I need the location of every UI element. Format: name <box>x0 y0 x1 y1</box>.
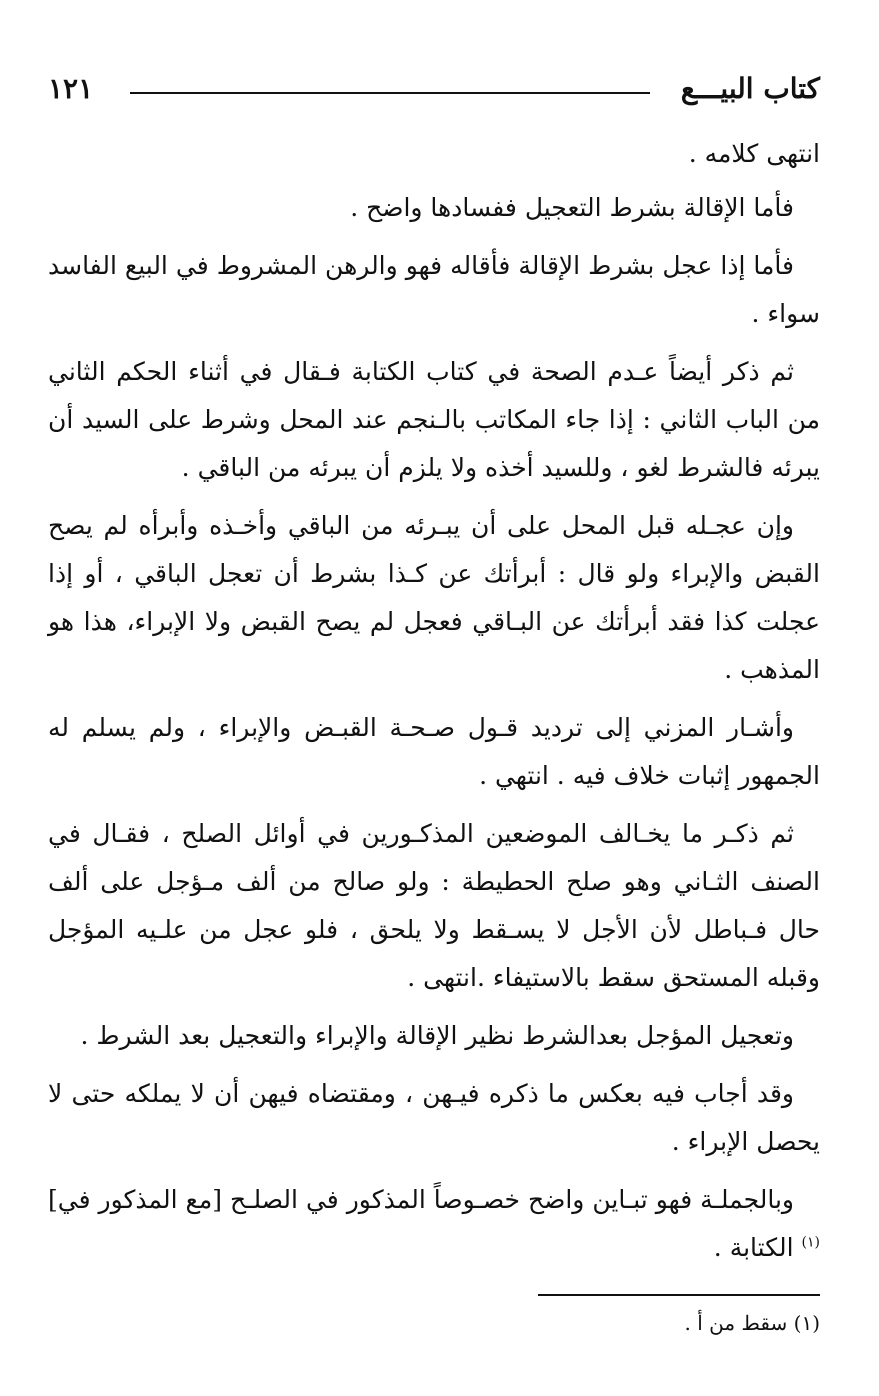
book-page <box>48 62 820 1338</box>
footnote: (١) سقط من أ . <box>684 1311 820 1335</box>
header-rule <box>130 92 650 94</box>
paragraph: فأما الإقالة بشرط التعجيل ففسادها واضح . <box>350 193 794 222</box>
paragraph-last <box>48 1176 820 1272</box>
paragraph: وقد أجاب فيه بعكس ما ذكره فيـهن ، ومقتضاه فيهن أن لا يملكه حتى لا يحصل الإبراء . <box>48 1079 820 1156</box>
paragraph: وتعجيل المؤجل بعدالشرط نظير الإقالة والإبراء والتعجيل بعد الشرط . <box>80 1021 794 1050</box>
paragraph: وأشـار المزني إلى ترديد قـول صـحـة القبـض والإبراء ، ولم يسلم له الجمهور إثبات خلاف فيه . انتهي . <box>48 713 820 790</box>
page-header <box>48 62 820 120</box>
page-number: ١٢١ <box>48 72 94 105</box>
paragraph: وإن عجـله قبل المحل على أن يبـرئه من الباقي وأخـذه وأبرأه لم يصح القبض والإبراء ولو قال : أبرأتك عن كـذا بشرط أن تعجل الباقي ، أو إذا عجلت كذا فقد أبرأتك عن البـاقي فعجل لم يصح القبض ولا الإبراء، هذا هو المذهب . <box>48 511 820 684</box>
paragraph-text: الكتابة . <box>713 1233 802 1262</box>
paragraph: فأما إذا عجل بشرط الإقالة فأقاله فهو والرهن المشروط في البيع الفاسد سواء . <box>48 251 820 328</box>
paragraph: انتهى كلامه . <box>688 139 820 168</box>
running-title: كتاب البيـــع <box>680 72 820 105</box>
footnote-rule <box>538 1294 820 1296</box>
body-text <box>48 130 820 1272</box>
paragraph: ثم ذكـر ما يخـالف الموضعين المذكـورين في أوائل الصلح ، فقـال في الصنف الثـاني وهو صلح الحطيطة : ولو صالح من ألف مـؤجل على ألف حال فـباطل لأن الأجل لا يسـقط ولا يلحق ، فلو عجل من علـيه المؤجل وقبله المستحق سقط بالاستيفاء .انتهى . <box>48 819 820 992</box>
paragraph-text: وبالجملـة فهو تبـاين واضح خصـوصاً المذكور في الصلـح [مع المذكور في] <box>48 1185 794 1214</box>
paragraph: ثم ذكر أيضاً عـدم الصحة في كتاب الكتابة فـقال في أثناء الحكم الثاني من الباب الثاني : إذا جاء المكاتب بالـنجم عند المحل وشرط على السيد أن يبرئه فالشرط لغو ، وللسيد أخذه ولا يلزم أن يبرئه من الباقي . <box>48 357 820 482</box>
footnote-marker: (١) <box>801 1234 820 1251</box>
